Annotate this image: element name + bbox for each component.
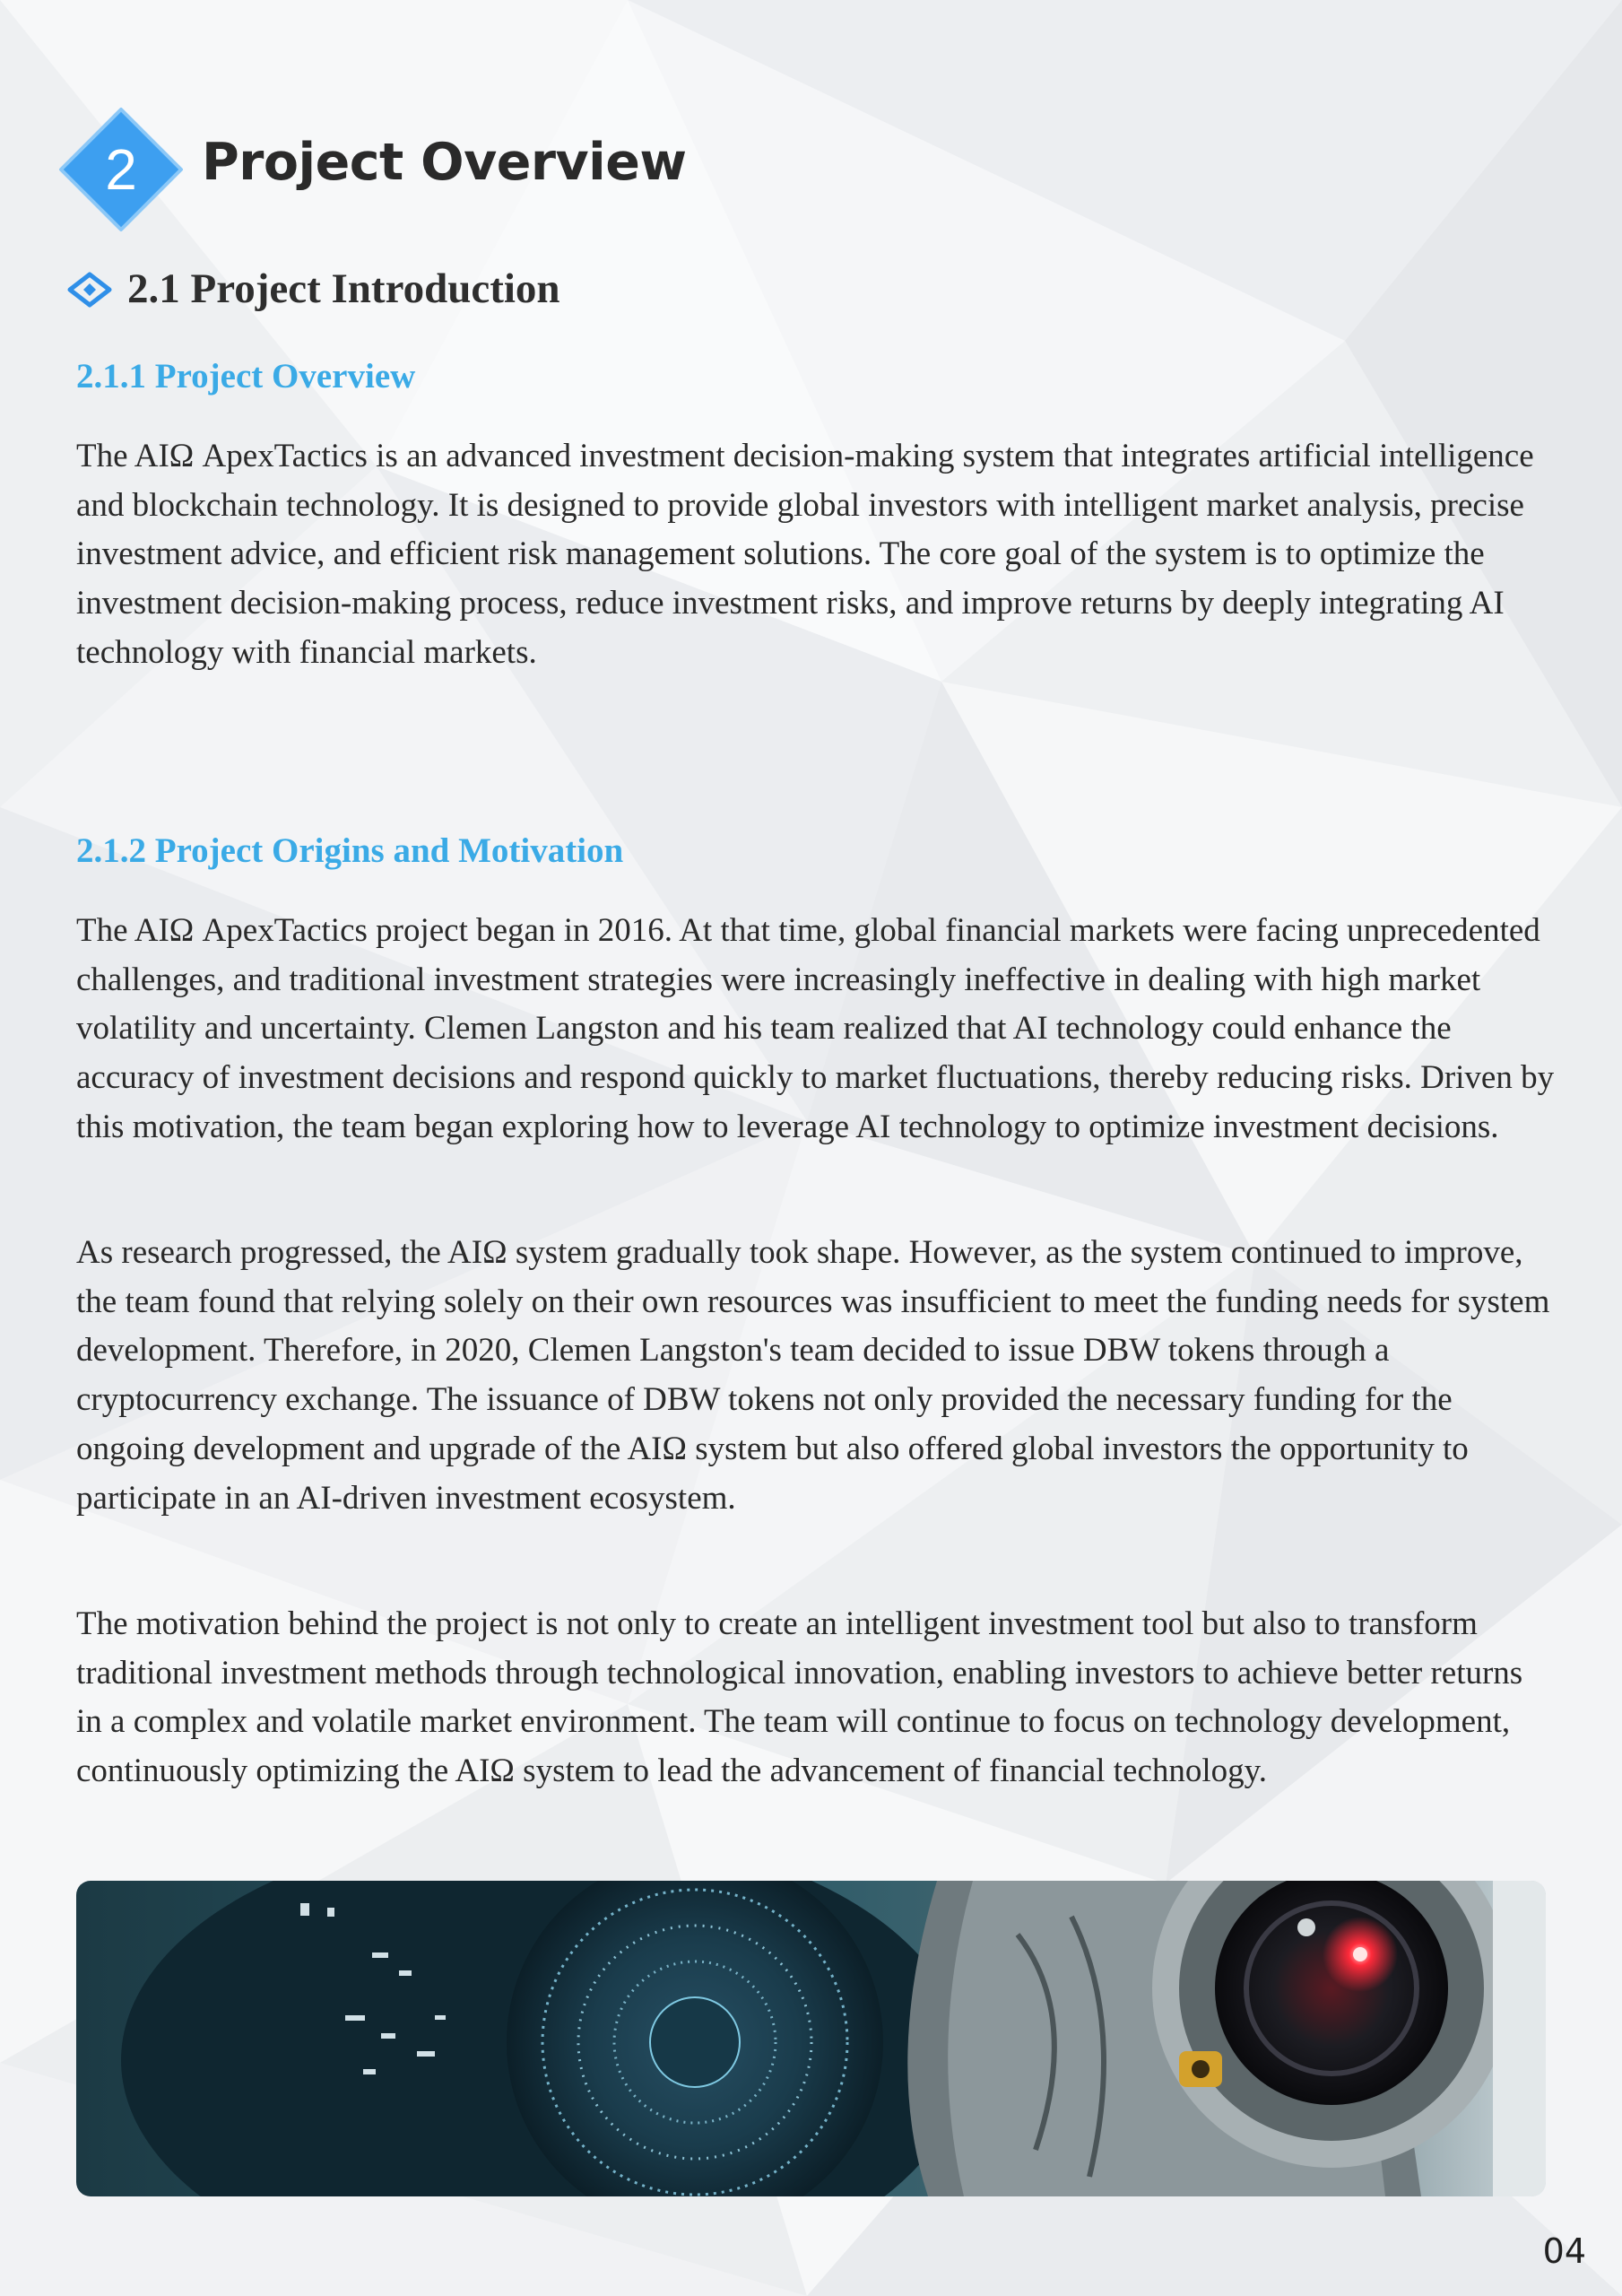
subsection-title-origins: 2.1.2 Project Origins and Motivation <box>76 831 624 870</box>
chapter-number: 2 <box>105 137 137 202</box>
page-number: 04 <box>1542 2231 1586 2271</box>
section-title: 2.1 Project Introduction <box>127 265 560 312</box>
paragraph-overview: The AIΩ ApexTactics is an advanced investment decision-making system that integrates artificial intelligence and blockchain technology. It is designed to provide global investors with intelligent market analysis, precise investment advice, and efficient risk management solutions. The core goal of the system is to optimize the investment decision-making process, reduce investment risks, and improve returns by deeply integrating AI technology with financial markets. <box>76 438 1534 671</box>
paragraph-origins-1: The AIΩ ApexTactics project began in 2016. At that time, global financial markets were facing unprecedented challenges, and traditional investment strategies were increasingly ineffective in dealing with high market volatility and uncertainty. Clemen Langston and his team realized that AI technology could enhance the accuracy of investment decisions and respond quickly to market fluctuations, thereby reducing risks. Driven by this motivation, the team began exploring how to leverage AI technology to optimize investment decisions. <box>76 912 1555 1145</box>
chapter-title: Project Overview <box>202 133 687 192</box>
paragraph-origins-2: As research progressed, the AIΩ system gradually took shape. However, as the system continued to improve, the team found that relying solely on their own resources was insufficient to meet the funding needs for system development. Therefore, in 2020, Clemen Langston's team decided to issue DBW tokens through a cryptocurrency exchange. The issuance of DBW tokens not only provided the necessary funding for the ongoing development and upgrade of the AIΩ system but also offered global investors the opportunity to participate in an AI-driven investment ecosystem. <box>76 1234 1550 1517</box>
robot-eye-image <box>76 1881 1546 2196</box>
subsection-title-overview: 2.1.1 Project Overview <box>76 357 416 396</box>
diamond-eye-icon <box>66 272 113 308</box>
paragraph-origins-3: The motivation behind the project is not only to create an intelligent investment tool but also to transform traditional investment methods through technological innovation, enabling investors to achieve better returns in a complex and volatile market environment. The team will continue to focus on technology development, continuously optimizing the AIΩ system to lead the advancement of financial technology. <box>76 1605 1523 1790</box>
